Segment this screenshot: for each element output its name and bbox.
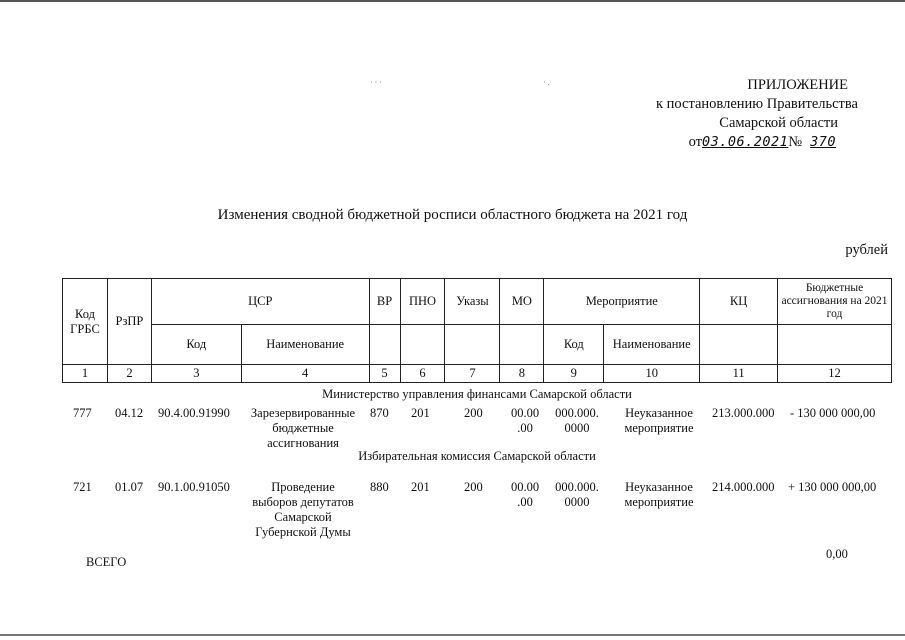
budget-table-header — [62, 278, 892, 383]
cell-rzpr: 04.12 — [115, 406, 144, 420]
cell-kc: 214.000.000 — [712, 480, 775, 494]
appendix-label: ПРИЛОЖЕНИЕ — [747, 77, 848, 93]
number-prefix: № — [788, 134, 803, 150]
cell-pno: 201 — [411, 480, 430, 494]
column-number: 8 — [500, 365, 544, 383]
csr-name-line: Самарской — [274, 510, 332, 524]
cell-vr: 880 — [370, 480, 389, 494]
header-empty — [700, 325, 778, 365]
header-empty — [445, 325, 500, 365]
header-vr: ВР — [369, 279, 400, 325]
appendix-header — [656, 76, 858, 152]
header-kc: КЦ — [700, 279, 778, 325]
mer-name-line: мероприятие — [624, 495, 694, 509]
appendix-decree-line: к постановлению Правительства — [656, 96, 858, 112]
header-empty — [500, 325, 544, 365]
csr-name-line: Зарезервированные — [250, 406, 356, 420]
csr-name-line: бюджетные — [272, 421, 334, 435]
cell-mo — [508, 406, 542, 436]
cell-vr: 870 — [370, 406, 389, 420]
section-title-election-commission: Избирательная комиссия Самарской области — [358, 449, 596, 463]
scan-speck: · . — [543, 78, 550, 87]
mer-name-line: Неуказанное — [625, 480, 693, 494]
header-meropriyatie: Мероприятие — [544, 279, 700, 325]
column-number: 4 — [241, 365, 369, 383]
column-number: 7 — [445, 365, 500, 383]
handwritten-date: 03.06.2021 — [701, 134, 789, 150]
cell-grbs: 777 — [73, 406, 92, 420]
handwritten-number: 370 — [810, 134, 836, 150]
cell-csr-name — [243, 480, 363, 540]
cell-kc: 213.000.000 — [712, 406, 775, 420]
mer-kod-line: 000.000. — [555, 480, 599, 494]
header-mo: МО — [500, 279, 544, 325]
header-rzpr: РзПР — [107, 279, 151, 365]
document-title: Изменения сводной бюджетной росписи областного бюджета на 2021 год — [217, 207, 688, 223]
mo-line: 00.00 — [510, 406, 540, 420]
cell-mer-kod — [549, 406, 605, 436]
header-csr: ЦСР — [151, 279, 369, 325]
cell-pno: 201 — [411, 406, 430, 420]
appendix-date-number-line — [656, 133, 858, 152]
date-prefix: от — [688, 134, 702, 150]
header-csr-name: Наименование — [241, 325, 369, 365]
bottom-edge-rule — [0, 634, 905, 636]
header-empty — [778, 325, 892, 365]
top-edge-rule — [0, 0, 905, 2]
column-number: 1 — [63, 365, 108, 383]
csr-name-line: ассигнования — [267, 436, 339, 450]
csr-name-line: Губернской Думы — [255, 525, 351, 539]
scan-speck: · · · — [370, 78, 382, 87]
column-number: 2 — [107, 365, 151, 383]
mo-line: .00 — [517, 421, 533, 435]
cell-mer-name — [616, 480, 702, 510]
mer-name-line: Неуказанное — [625, 406, 693, 420]
header-kod-grbs: Код ГРБС — [63, 279, 108, 365]
cell-csr-kod: 90.1.00.91050 — [158, 480, 230, 494]
cell-grbs: 721 — [73, 480, 92, 494]
mer-kod-line: 000.000. — [555, 406, 599, 420]
column-number: 3 — [151, 365, 241, 383]
csr-name-line: выборов депутатов — [252, 495, 354, 509]
header-ukazy: Указы — [445, 279, 500, 325]
column-number: 10 — [604, 365, 700, 383]
units-label: рублей — [845, 242, 888, 258]
column-number: 5 — [369, 365, 400, 383]
appendix-region-line: Самарской области — [719, 115, 838, 131]
header-empty — [369, 325, 400, 365]
cell-amount: + 130 000 000,00 — [788, 480, 877, 494]
cell-csr-name — [243, 406, 363, 451]
total-label: ВСЕГО — [86, 555, 127, 569]
cell-amount: - 130 000 000,00 — [790, 406, 876, 420]
cell-ukazy: 200 — [464, 406, 483, 420]
header-csr-kod: Код — [151, 325, 241, 365]
header-mer-name: Наименование — [604, 325, 700, 365]
mer-kod-line: 0000 — [564, 495, 590, 509]
mer-name-line: мероприятие — [624, 421, 694, 435]
cell-mer-name — [616, 406, 702, 436]
mo-line: 00.00 — [510, 480, 540, 494]
section-title-finance-ministry: Министерство управления финансами Самарской области — [322, 387, 632, 401]
cell-mer-kod — [549, 480, 605, 510]
header-mer-kod: Код — [544, 325, 604, 365]
cell-rzpr: 01.07 — [115, 480, 144, 494]
header-budget-assignments: Бюджетные ассигнования на 2021 год — [778, 279, 892, 325]
cell-csr-kod: 90.4.00.91990 — [158, 406, 230, 420]
column-number: 9 — [544, 365, 604, 383]
cell-ukazy: 200 — [464, 480, 483, 494]
column-number: 11 — [700, 365, 778, 383]
column-number: 12 — [778, 365, 892, 383]
mo-line: .00 — [517, 495, 533, 509]
column-number: 6 — [400, 365, 445, 383]
csr-name-line: Проведение — [271, 480, 335, 494]
cell-mo — [508, 480, 542, 510]
header-pno: ПНО — [400, 279, 445, 325]
mer-kod-line: 0000 — [564, 421, 590, 435]
total-value: 0,00 — [826, 547, 848, 561]
header-empty — [400, 325, 445, 365]
